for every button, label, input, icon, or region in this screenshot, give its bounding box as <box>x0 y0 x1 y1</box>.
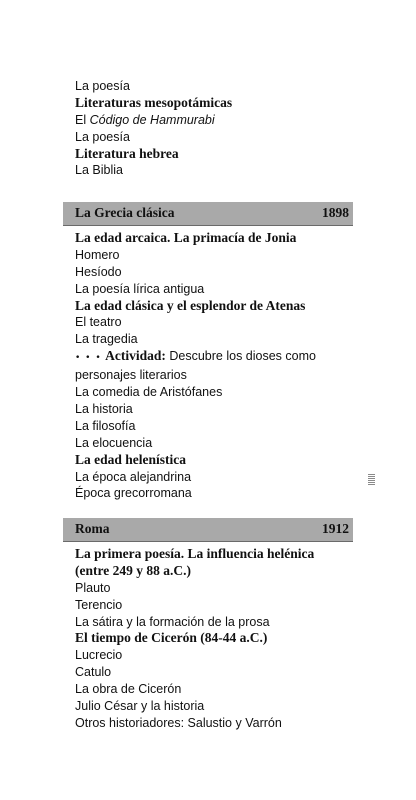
toc-entry: Hesíodo <box>75 264 122 279</box>
toc-entry: La comedia de Aristófanes <box>75 385 223 400</box>
toc-entry: Plauto <box>75 580 111 595</box>
toc-entry: Julio César y la historia <box>75 699 205 714</box>
activity-bullets-icon: • • • <box>75 353 102 364</box>
section-page-number: 1898 <box>322 205 349 220</box>
section-header-grecia <box>63 202 353 226</box>
activity-text: Descubre los dioses como personajes literarios <box>75 349 316 383</box>
toc-entry: Otros historiadores: Salustio y Varrón <box>75 715 282 730</box>
toc-entry: La tragedia <box>75 332 138 347</box>
toc-heading: Literatura hebrea <box>75 145 179 161</box>
toc-entry: La filosofía <box>75 418 136 433</box>
toc-entry: Catulo <box>75 665 112 680</box>
activity-entry <box>75 348 355 384</box>
toc-entry <box>75 112 355 129</box>
toc-entry: Homero <box>75 247 120 262</box>
toc-heading: La primera poesía. La influencia helénica (entre 249 y 88 a.C.) <box>75 546 315 578</box>
section-page-number: 1912 <box>322 521 349 536</box>
section-title: La Grecia clásica <box>75 205 175 220</box>
toc-entry: La poesía lírica antigua <box>75 281 205 296</box>
section-list-roma <box>75 546 340 732</box>
toc-entry-italic: Código de Hammurabi <box>89 112 215 127</box>
toc-entry-prefix: El <box>75 112 90 127</box>
toc-entry: Lucrecio <box>75 648 123 663</box>
toc-entry: La poesía <box>75 79 130 93</box>
toc-entry: La época alejandrina <box>75 469 192 484</box>
section-header-roma <box>63 518 353 542</box>
toc-entry: Época grecorromana <box>75 486 192 501</box>
toc-heading: El tiempo de Cicerón (84-44 a.C.) <box>75 630 268 646</box>
toc-heading: Literaturas mesopotámicas <box>75 94 233 110</box>
toc-entry: Terencio <box>75 597 123 612</box>
toc-entry: La poesía <box>75 129 130 144</box>
scan-speck <box>368 474 375 486</box>
toc-heading: La edad arcaica. La primacía de Jonia <box>75 230 297 245</box>
intro-list <box>75 78 355 179</box>
activity-label: Actividad: <box>105 348 166 364</box>
toc-entry: La sátira y la formación de la prosa <box>75 614 270 629</box>
toc-entry: La Biblia <box>75 163 123 178</box>
toc-entry: El teatro <box>75 315 122 330</box>
toc-heading: La edad clásica y el esplendor de Atenas <box>75 297 306 313</box>
toc-heading: La edad helenística <box>75 451 187 467</box>
toc-entry: La historia <box>75 401 133 416</box>
section-list-grecia <box>75 230 355 502</box>
section-title: Roma <box>75 521 110 536</box>
toc-entry: La elocuencia <box>75 435 153 450</box>
toc-entry: La obra de Cicerón <box>75 682 182 697</box>
